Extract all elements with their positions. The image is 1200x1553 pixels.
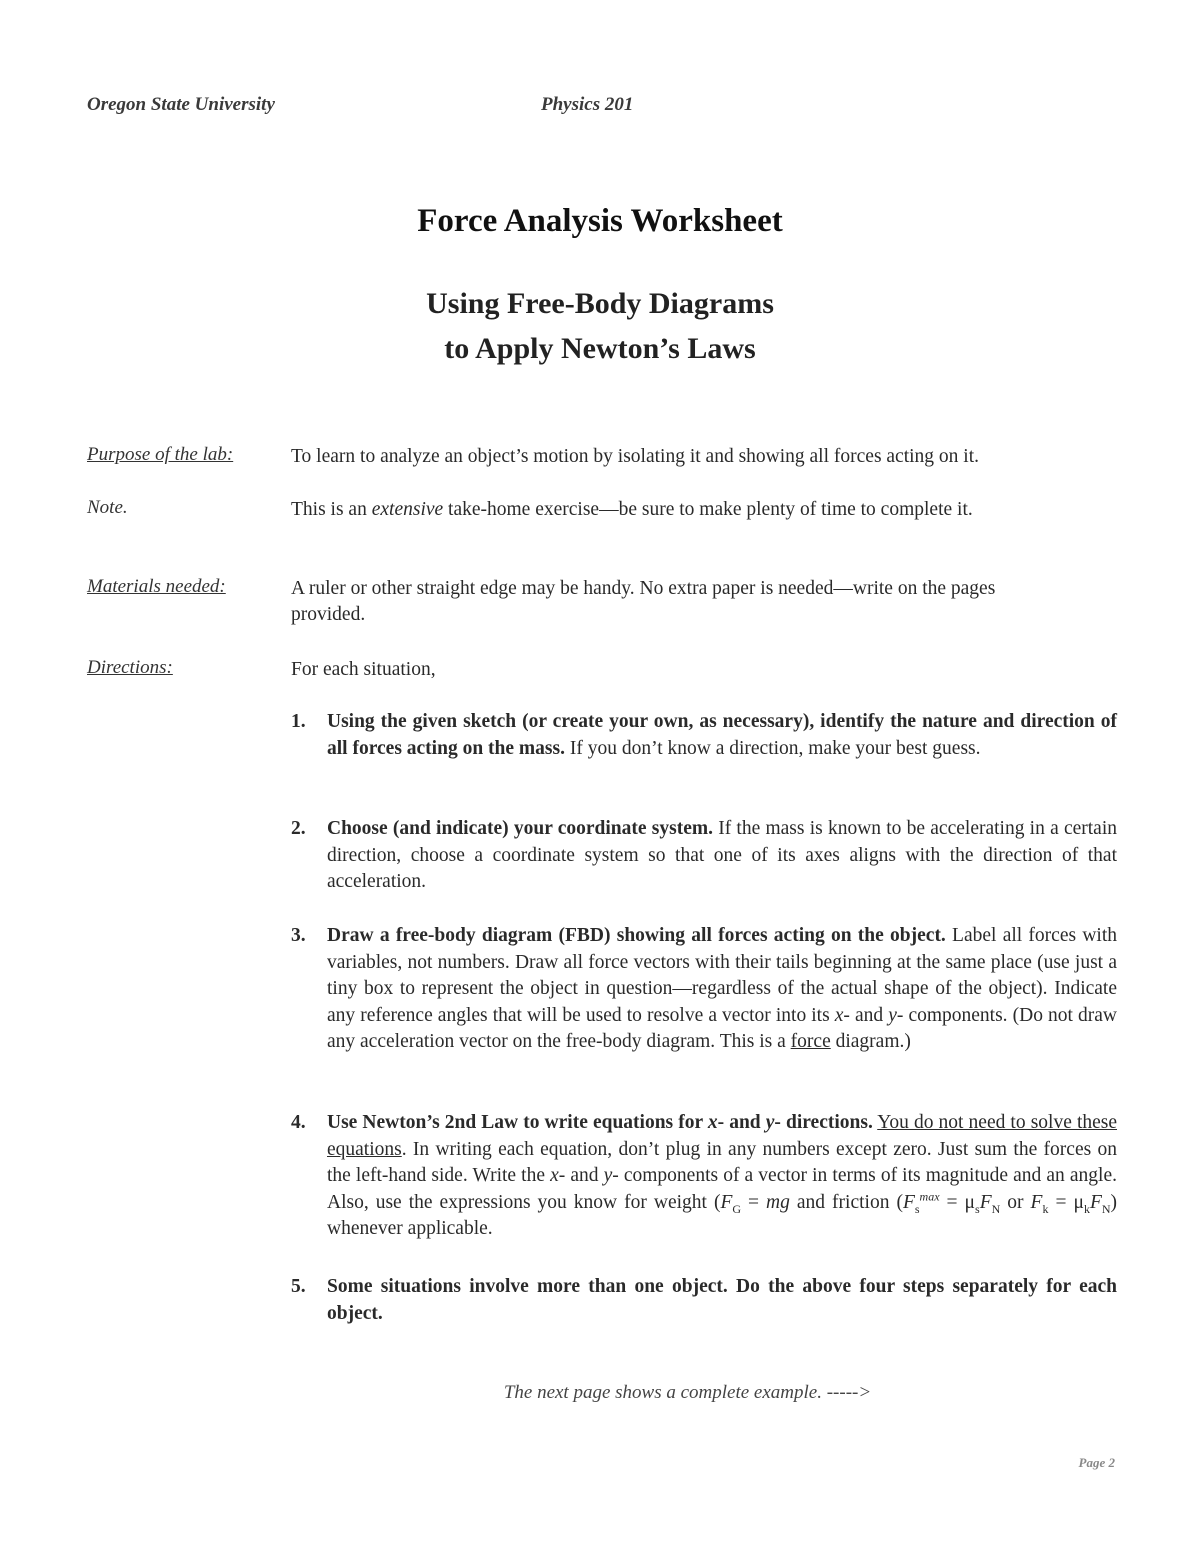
y-variable: y bbox=[765, 1112, 775, 1133]
step-text bbox=[327, 1110, 1117, 1243]
static-friction-symbol: F bbox=[902, 1191, 915, 1213]
step-2 bbox=[291, 816, 1117, 896]
step-1 bbox=[291, 709, 1117, 762]
note-text-a: This is an bbox=[291, 499, 372, 520]
step-bold: Some situations involve more than one object. Do the above four steps separately for each object. bbox=[327, 1276, 1117, 1324]
note-text bbox=[291, 497, 1117, 523]
step-rest: and friction ( bbox=[789, 1191, 903, 1213]
mg-term: mg bbox=[766, 1191, 790, 1213]
static-subscript: s bbox=[914, 1201, 920, 1216]
step-text bbox=[327, 923, 1117, 1056]
step-rest: - components of a vector in terms of its magnitude and an angle. Also, use the expressions you know for weight ( bbox=[327, 1165, 1117, 1213]
equals: = bbox=[741, 1191, 767, 1213]
step-rest: - and bbox=[843, 1004, 889, 1026]
step-rest: - components. (Do not draw any acceleration vector on the free-body diagram. This is a bbox=[327, 1004, 1117, 1052]
step-3 bbox=[291, 923, 1117, 1056]
materials-label: Materials needed: bbox=[87, 576, 226, 597]
subtitle-line-1: Using Free-Body Diagrams bbox=[426, 287, 774, 320]
step-bold-c: - directions. bbox=[774, 1112, 873, 1133]
kinetic-friction-symbol: F bbox=[1030, 1191, 1043, 1213]
header-course: Physics 201 bbox=[541, 94, 634, 115]
note-text-b: take-home exercise—be sure to make plenty of time to complete it. bbox=[443, 499, 973, 520]
step-number: 5. bbox=[291, 1276, 306, 1297]
step-number: 4. bbox=[291, 1112, 306, 1133]
purpose-label: Purpose of the lab: bbox=[87, 444, 234, 465]
header-institution: Oregon State University bbox=[87, 94, 275, 115]
equals-mu: = μ bbox=[1048, 1191, 1084, 1213]
purpose-text: To learn to analyze an object’s motion by isolating it and showing all forces acting on it. bbox=[291, 446, 980, 467]
weight-subscript: G bbox=[732, 1201, 742, 1216]
step-underlined: You do not need to solve these equations bbox=[327, 1112, 1118, 1160]
step-bold: Choose (and indicate) your coordinate system. bbox=[327, 818, 713, 839]
note-label: Note. bbox=[87, 497, 128, 518]
x-variable: x bbox=[550, 1165, 559, 1186]
normal-force-symbol: F bbox=[1089, 1191, 1102, 1213]
x-variable: x bbox=[707, 1112, 718, 1133]
y-variable: y bbox=[603, 1165, 613, 1186]
step-5 bbox=[291, 1274, 1117, 1327]
equals-mu: = μ bbox=[939, 1191, 976, 1213]
weight-symbol: F bbox=[720, 1191, 733, 1213]
step-number: 1. bbox=[291, 711, 306, 732]
next-page-note: The next page shows a complete example. -----> bbox=[503, 1382, 872, 1403]
step-4 bbox=[291, 1110, 1117, 1243]
page-number: Page 2 bbox=[1078, 1455, 1115, 1470]
step-bold: Draw a free-body diagram (FBD) showing all forces acting on the object. bbox=[327, 925, 946, 946]
step-bold-a: Use Newton’s 2nd Law to write equations for bbox=[327, 1112, 708, 1133]
step-bold-b: - and bbox=[717, 1112, 766, 1133]
force-word: force bbox=[790, 1031, 831, 1052]
step-rest: . In writing each equation, don’t plug in any numbers except zero. Just sum the forces on the left-hand side. Write the bbox=[327, 1138, 1117, 1186]
directions-label: Directions: bbox=[87, 657, 173, 678]
note-text-emph: extensive bbox=[371, 499, 444, 520]
step-rest: - and bbox=[558, 1165, 604, 1186]
materials-text: A ruler or other straight edge may be handy. No extra paper is needed—write on the pages provided. bbox=[291, 578, 996, 625]
y-variable: y bbox=[888, 1004, 897, 1026]
step-text bbox=[327, 816, 1117, 896]
or-word: or bbox=[1000, 1191, 1031, 1213]
step-rest: diagram.) bbox=[830, 1031, 911, 1052]
step-rest: If you don’t know a direction, make your best guess. bbox=[564, 737, 981, 759]
x-variable: x bbox=[834, 1004, 844, 1026]
step-text bbox=[327, 709, 1117, 762]
subtitle-line-2: to Apply Newton’s Laws bbox=[444, 332, 756, 365]
step-bold: Using the given sketch (or create your own, as necessary), identify the nature and direction of all forces acting on the mass. bbox=[327, 711, 1117, 759]
mu-s-subscript: s bbox=[975, 1201, 980, 1216]
kinetic-subscript: k bbox=[1042, 1201, 1049, 1216]
page-subtitle bbox=[0, 281, 1200, 371]
max-superscript: max bbox=[919, 1189, 940, 1203]
normal-subscript: N bbox=[991, 1201, 1001, 1216]
normal-force-symbol: F bbox=[979, 1191, 992, 1213]
normal-subscript: N bbox=[1101, 1201, 1111, 1216]
step-rest: Label all forces with variables, not numbers. Draw all force vectors with their tails beginning at the same place (use just a tiny box to represent the object in question—regardless of the actual shape of the object). Indicate any reference angles that will be used to resolve a vector into its bbox=[327, 925, 1117, 1026]
step-rest: If the mass is known to be accelerating in a certain direction, choose a coordinate system so that one of its axes aligns with the direction of that acceleration. bbox=[327, 818, 1118, 892]
step-text bbox=[327, 1274, 1117, 1327]
directions-intro: For each situation, bbox=[291, 659, 436, 680]
step-rest: ) whenever applicable. bbox=[327, 1191, 1118, 1239]
page-title: Force Analysis Worksheet bbox=[417, 203, 783, 239]
mu-k-subscript: k bbox=[1083, 1201, 1090, 1216]
step-number: 2. bbox=[291, 818, 306, 839]
step-number: 3. bbox=[291, 925, 306, 946]
step-bold bbox=[327, 1112, 873, 1133]
